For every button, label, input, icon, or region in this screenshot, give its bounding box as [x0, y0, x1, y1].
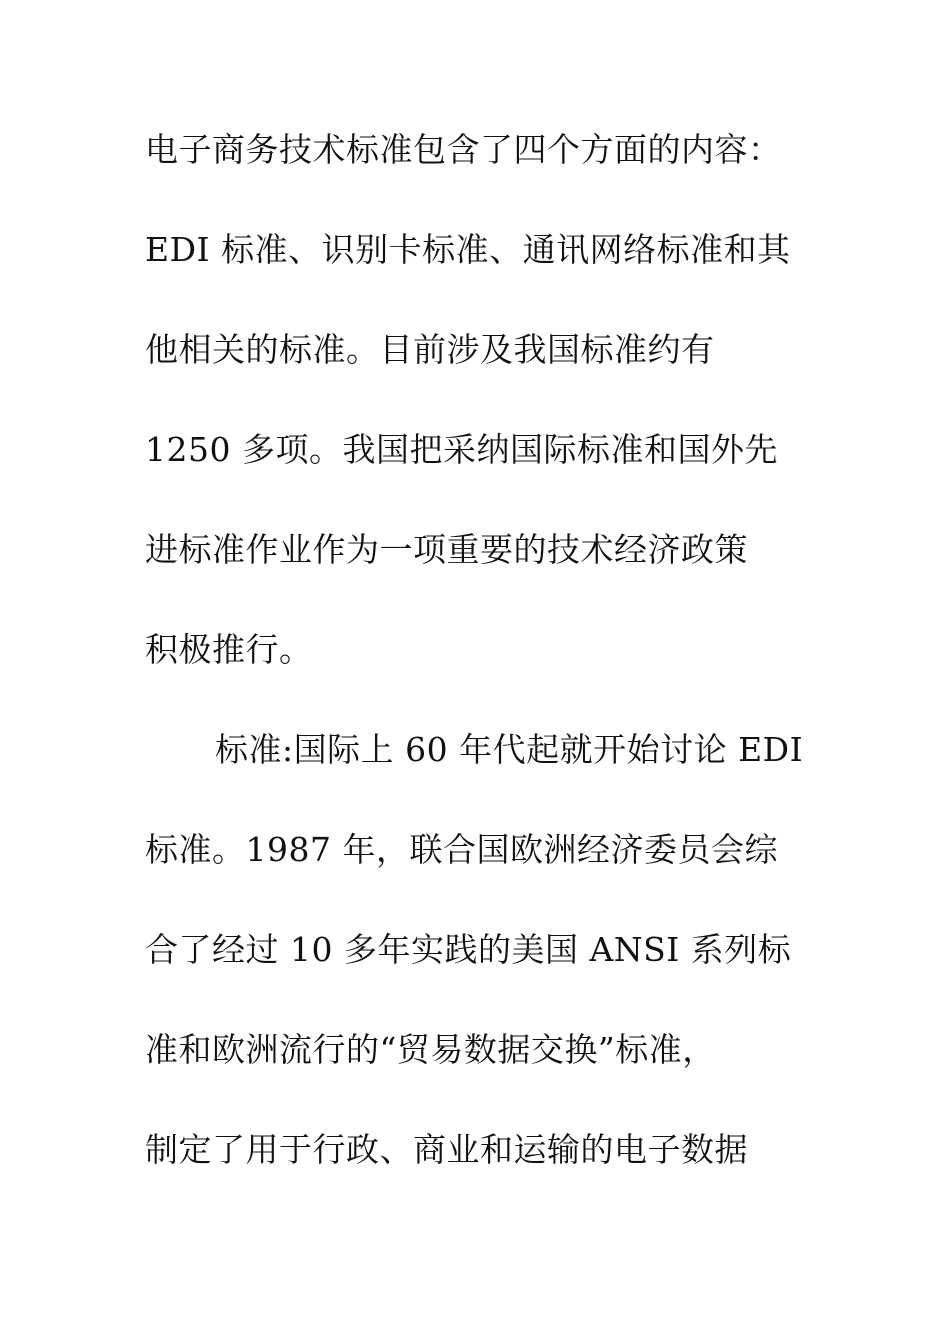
text-line: 制定了用于行政、商业和运输的电子数据 — [145, 1130, 748, 1169]
text-line: 电子商务技术标准包含了四个方面的内容： — [145, 130, 782, 169]
text-line: 1250 多项。我国把采纳国际标准和国外先 — [145, 430, 778, 469]
text-line: 积极推行。 — [145, 630, 313, 669]
text-line: 准和欧洲流行的“贸易数据交换”标准， — [145, 1030, 716, 1069]
text-line: 合了经过 10 多年实践的美国 ANSI 系列标 — [145, 930, 792, 969]
text-line: 他相关的标准。目前涉及我国标准约有 — [145, 330, 715, 369]
text-line: EDI 标准、识别卡标准、通讯网络标准和其 — [145, 230, 791, 269]
text-line: 进标准作业作为一项重要的技术经济政策 — [145, 530, 748, 569]
text-line: 标准。1987 年，联合国欧洲经济委员会综 — [145, 830, 778, 869]
paragraph-indented-line: 标准:国际上 60 年代起就开始讨论 EDI — [215, 730, 804, 769]
